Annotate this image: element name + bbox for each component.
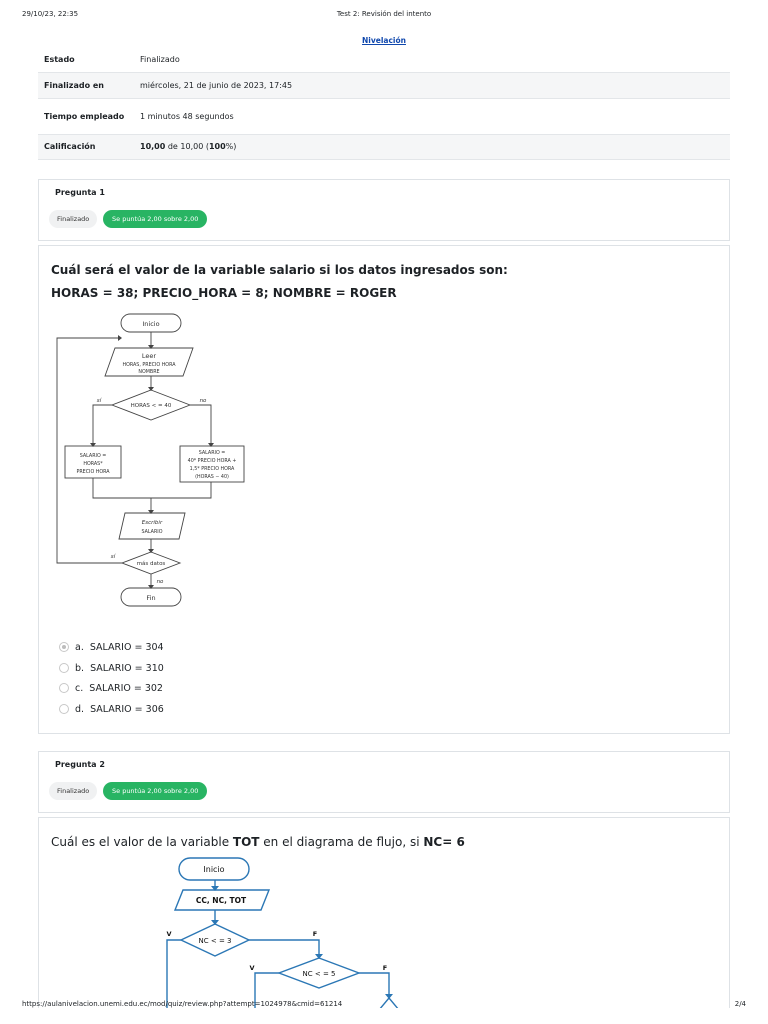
question-number: Pregunta 2: [55, 760, 105, 769]
print-datetime: 29/10/23, 22:35: [22, 10, 79, 18]
radio-icon[interactable]: [59, 704, 69, 714]
option-c[interactable]: c. SALARIO = 302: [59, 681, 163, 697]
attempt-summary-table: [38, 48, 730, 160]
question-text: Cuál será el valor de la variable salario si los datos ingresados son:: [51, 263, 508, 277]
flowchart-1: [55, 308, 285, 608]
flow-right-3: 1,5* PRECIO HORA: [189, 467, 235, 472]
summary-row-state: [38, 48, 730, 72]
state-badge: Finalizado: [49, 210, 97, 228]
grade-badge: Se puntúa 2,00 sobre 2,00: [103, 782, 207, 800]
flow2-false-label-2: F: [382, 964, 388, 972]
grade-end: %): [225, 142, 237, 151]
flow-left-2: HORAS*: [83, 462, 103, 467]
radio-icon[interactable]: [59, 663, 69, 673]
summary-label: Calificación: [44, 142, 96, 151]
write-output-shape: [119, 513, 185, 539]
flow-no-label: no: [199, 398, 207, 404]
print-header: [22, 10, 746, 24]
option-b[interactable]: b. SALARIO = 310: [59, 661, 164, 677]
flow-read-vars-2: NOMBRE: [138, 370, 160, 375]
flow-start-label: Inicio: [142, 320, 160, 328]
flow-yes-label-2: sí: [110, 554, 116, 560]
summary-value: [134, 134, 730, 159]
summary-label: Tiempo empleado: [44, 111, 125, 121]
flow-right-4: (HORAS − 40): [195, 475, 229, 480]
page-url: https://aulanivelacion.unemi.edu.ec/mod/quiz/review.php?attempt=1024978&cmid=61214: [22, 1000, 343, 1008]
print-footer: [22, 1000, 746, 1010]
flow-left-3: PRECIO HORA: [76, 470, 110, 475]
question-2-content: [38, 817, 730, 1008]
flow2-false-label: F: [312, 930, 318, 938]
question-1-content: [38, 245, 730, 734]
flowchart-2: [119, 856, 419, 1008]
flow-read-label: Leer: [141, 352, 157, 360]
flow-write-var: SALARIO: [141, 530, 163, 535]
flow-more-data: más datos: [136, 561, 166, 567]
flow2-true-label: V: [166, 930, 172, 938]
question-number: Pregunta 1: [55, 188, 105, 197]
breadcrumb-link[interactable]: Nivelación: [362, 36, 406, 45]
summary-value: miércoles, 21 de junio de 2023, 17:45: [140, 80, 293, 90]
flow-read-vars-1: HORAS, PRECIO HORA: [122, 363, 176, 368]
summary-row-grade: [38, 134, 730, 159]
state-badge: Finalizado: [49, 782, 97, 800]
flow-write-label: Escribir: [141, 520, 163, 526]
flow2-cond-2: NC < = 5: [302, 970, 336, 978]
flow2-true-label-2: V: [249, 964, 255, 972]
grade-score: 10,00: [140, 142, 166, 151]
summary-label: Estado: [44, 55, 75, 65]
summary-row-time: [38, 98, 730, 134]
grade-percent: 100: [208, 142, 226, 151]
summary-label: Finalizado en: [44, 80, 104, 90]
question-text: Cuál es el valor de la variable TOT en el diagrama de flujo, si NC= 6: [51, 835, 465, 849]
radio-icon[interactable]: [59, 683, 69, 693]
flow-right-1: SALARIO =: [198, 451, 226, 456]
summary-value: Finalizado: [140, 55, 180, 65]
summary-row-finished: [38, 72, 730, 98]
flow-left-1: SALARIO =: [79, 454, 107, 459]
flow-end-label: Fin: [146, 594, 156, 602]
flow2-cond-1: NC < = 3: [198, 937, 232, 945]
radio-checked-icon[interactable]: [59, 642, 69, 652]
question-data: HORAS = 38; PRECIO_HORA = 8; NOMBRE = ROGER: [51, 286, 397, 300]
option-a[interactable]: a. SALARIO = 304: [59, 640, 164, 656]
flow-right-2: 40* PRECIO HORA +: [187, 459, 237, 464]
flow-condition: HORAS < = 40: [130, 403, 172, 409]
flow-yes-label: sí: [96, 398, 102, 404]
flow2-start-label: Inicio: [203, 865, 225, 874]
summary-value: 1 minutos 48 segundos: [140, 111, 234, 121]
print-title: Test 2: Revisión del intento: [336, 10, 432, 18]
flow-no-label-2: no: [156, 579, 164, 585]
option-d[interactable]: d. SALARIO = 306: [59, 702, 164, 718]
page-number: 2/4: [734, 1000, 746, 1008]
grade-of: de 10,00 (: [165, 142, 209, 151]
question-1-info: [38, 179, 730, 241]
grade-badge: Se puntúa 2,00 sobre 2,00: [103, 210, 207, 228]
flow2-vars: CC, NC, TOT: [195, 896, 247, 905]
question-2-info: [38, 751, 730, 813]
